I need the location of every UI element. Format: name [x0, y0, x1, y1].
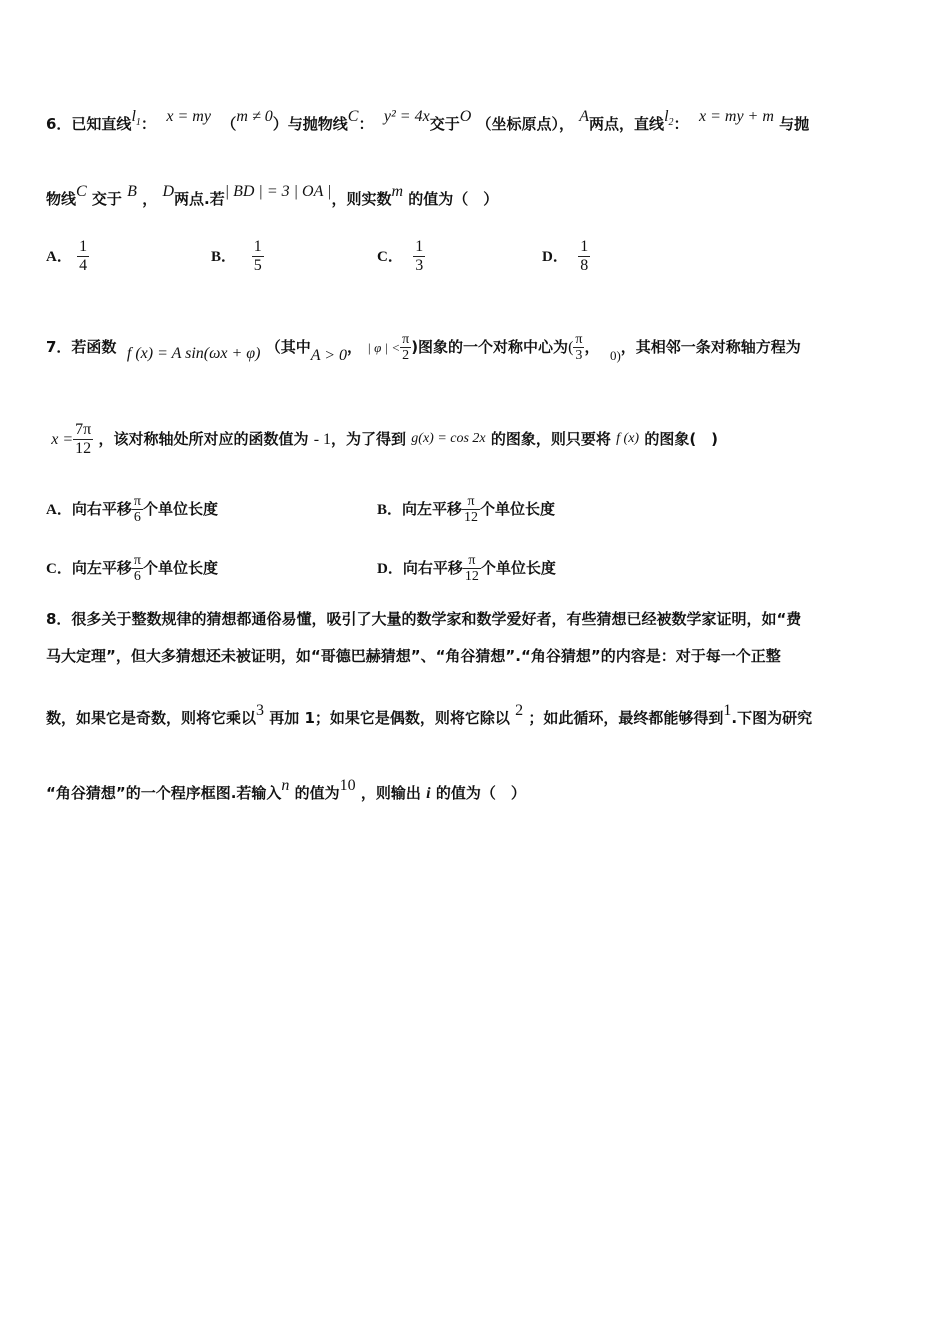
q6-math: O [459, 108, 472, 125]
q6-line2 [46, 183, 499, 210]
option-label: B． [377, 502, 403, 518]
q8-text: “角谷猜想”的一个程序框图.若输入 [46, 784, 282, 802]
q6-math: m ≠ 0 [236, 108, 273, 125]
option-fraction: $\frac{\pi}{12}$ [464, 494, 479, 525]
q8-text: 数，如果它是奇数，则将它乘以 [46, 709, 257, 727]
q8-line4 [46, 777, 526, 804]
option-label: A． [46, 249, 72, 265]
q6-text: （坐标原点）， [476, 115, 575, 133]
q7-option-b[interactable] [377, 494, 555, 525]
q6-text: ，则实数 [331, 190, 392, 208]
q7-text: ，为了得到 [331, 430, 407, 448]
q7-math: g(x) = cos 2x [411, 431, 486, 446]
q6-text: 6．已知直线 [46, 115, 132, 133]
option-label: C． [46, 561, 72, 577]
q6-math: D [162, 183, 174, 200]
q6-text: ）与抛物线 [272, 115, 348, 133]
q6-text: 交于 [429, 115, 460, 133]
q6-math: y² = 4x [383, 108, 430, 125]
q7-option-a[interactable] [46, 494, 218, 525]
q6-text: 与抛 [779, 115, 810, 133]
q7-math: A > 0 [310, 347, 347, 364]
q6-option-c[interactable] [377, 238, 425, 275]
option-fraction: $\frac{1}{8}$ [580, 238, 589, 274]
option-fraction: $\frac{\pi}{6}$ [133, 494, 141, 525]
option-label: B． [211, 249, 237, 265]
q6-text: ： [358, 115, 374, 133]
option-fraction: $\frac{1}{3}$ [415, 238, 424, 274]
option-fraction: $\frac{\pi}{6}$ [133, 553, 141, 584]
q7-math: f (x) [616, 431, 640, 446]
q6-line1 [46, 108, 810, 141]
q7-text: （其中 [265, 338, 311, 356]
q6-math: x = my [166, 108, 211, 125]
q6-math: | BD | = 3 | OA | [224, 183, 332, 200]
q7-math: x = [51, 431, 74, 448]
option-text: 个单位长度 [480, 500, 556, 518]
option-text: 个单位长度 [480, 559, 556, 577]
q7-text: 7．若函数 [46, 338, 117, 356]
q6-text: 交于 [91, 190, 122, 208]
option-fraction: $\frac{1}{4}$ [79, 238, 88, 274]
q6-text: ： [140, 115, 156, 133]
q8-text: 的值为（ ） [435, 784, 526, 802]
q8-text: .下图为研究 [731, 709, 813, 727]
option-text: 向左平移 [402, 500, 463, 518]
q7-text: ，其相邻一条对称轴方程为 [620, 338, 801, 356]
q6-math: B [127, 183, 137, 200]
q6-option-b[interactable] [211, 238, 264, 275]
q8-text: ，则输出 [360, 784, 421, 802]
q8-math: 10 [339, 777, 356, 794]
q7-text: 的图象( ) [644, 430, 719, 448]
q8-text: 的值为 [294, 784, 340, 802]
q8-text: ；如此循环，最终都能够得到 [528, 709, 724, 727]
option-label: D． [377, 561, 403, 577]
q6-math: x = my + m [698, 108, 774, 125]
option-text: 个单位长度 [142, 559, 218, 577]
q7-option-d[interactable] [377, 553, 556, 584]
q7-text: ， [347, 338, 363, 356]
q7-text: ， [584, 338, 600, 356]
q7-math: ( [568, 339, 574, 356]
q8-math: n [281, 777, 290, 794]
q8-math: 1 [723, 702, 732, 719]
q6-text: ： [673, 115, 689, 133]
q7-fraction: $\frac{7\pi}{12}$ [75, 421, 92, 457]
option-text: 向右平移 [402, 559, 463, 577]
q6-math: A [579, 108, 590, 125]
q8-line2: 马大定理”，但大多猜想还未被证明，如“哥德巴赫猜想”、“角谷猜想”.“角谷猜想”的内容是：对于每一个正整 [46, 647, 781, 665]
q6-math: m [391, 183, 404, 200]
q7-text: 的图象，则只要将 [490, 430, 611, 448]
q7-option-c[interactable] [46, 553, 218, 584]
q7-math: - 1 [313, 431, 332, 448]
q6-option-a[interactable] [46, 238, 89, 275]
option-label: D． [542, 249, 568, 265]
q7-math: | φ | < [367, 340, 401, 355]
option-fraction: $\frac{\pi}{12}$ [464, 553, 479, 584]
option-text: 向右平移 [71, 500, 132, 518]
q7-fraction: $\frac{\pi}{2}$ [402, 332, 410, 363]
q7-math: 0) [609, 348, 621, 363]
q8-text: 再加 1；如果它是偶数，则将它除以 [269, 709, 510, 727]
q6-text: 的值为（ ） [408, 190, 499, 208]
q6-math: C [76, 183, 87, 200]
q7-fraction: $\frac{\pi}{3}$ [575, 332, 583, 363]
option-fraction: $\frac{1}{5}$ [253, 238, 262, 274]
q7-line1 [46, 332, 801, 363]
l2-symbol: $l_2$ [664, 108, 674, 129]
q6-text: 物线 [46, 190, 77, 208]
q7-math: f (x) = A sin(ωx + φ) [126, 345, 261, 362]
q7-line2 [46, 421, 718, 458]
q6-text: ， [142, 190, 158, 208]
q7-text: )图象的一个对称中心为 [411, 338, 569, 356]
q6-text: 两点.若 [174, 190, 225, 208]
q6-text: 两点，直线 [589, 115, 665, 133]
q8-line1: 8．很多关于整数规律的猜想都通俗易懂，吸引了大量的数学家和数学爱好者，有些猜想已经被数学家证明，如“费 [46, 610, 802, 628]
q8-math: i [426, 785, 431, 802]
q8-math: 3 [256, 702, 265, 719]
q6-text: （ [221, 115, 237, 133]
q8-math: 2 [515, 702, 524, 719]
q8-line3 [46, 702, 813, 729]
q6-option-d[interactable] [542, 238, 590, 275]
q6-math: C [347, 108, 359, 125]
option-text: 向左平移 [71, 559, 132, 577]
q7-text: ，该对称轴处所对应的函数值为 [98, 430, 309, 448]
l1-symbol: $l_1$ [131, 108, 141, 129]
option-text: 个单位长度 [142, 500, 218, 518]
option-label: A． [46, 502, 72, 518]
option-label: C． [377, 249, 403, 265]
